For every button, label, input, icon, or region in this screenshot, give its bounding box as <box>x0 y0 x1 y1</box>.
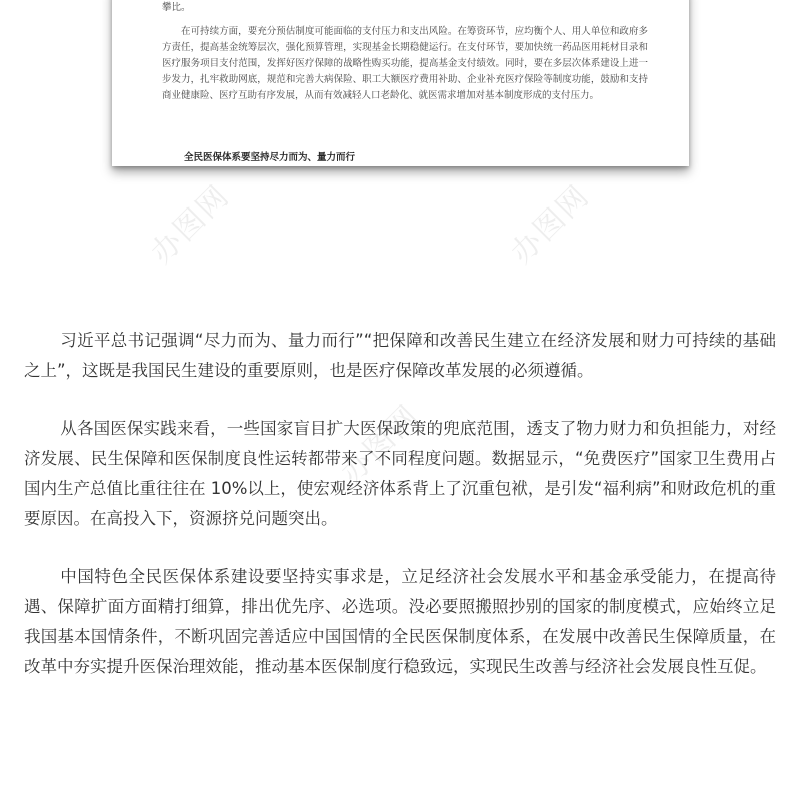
document-card <box>112 0 689 166</box>
article-paragraph-3: 中国特色全民医保体系建设要坚持实事求是，立足经济社会发展水平和基金承受能力，在提高待遇、保障扩面方面精打细算，排出优先序、必选项。没必要照搬照抄别的国家的制度模式，应始终立足我国基本国情条件，不断巩固完善适应中国国情的全民医保制度体系，在发展中改善民生保障质量，在改革中夯实提升医保治理效能，推动基本医保制度行稳致远，实现民生改善与经济社会发展良性互促。 <box>24 567 776 676</box>
watermark-right: 办图网 <box>504 178 597 271</box>
watermark-left: 办图网 <box>144 178 237 271</box>
watermark-center: 办图网 <box>334 398 427 491</box>
article-body <box>24 326 776 710</box>
article-paragraph-1: 习近平总书记强调“尽力而为、量力而行”“把保障和改善民生建立在经济发展和财力可持续的基础之上”，这既是我国民生建设的重要原则，也是医疗保障改革发展的必须遵循。 <box>24 331 776 380</box>
article-paragraph-2: 从各国医保实践来看，一些国家盲目扩大医保政策的兜底范围，透支了物力财力和负担能力，对经济发展、民生保障和医保制度良性运转都带来了不同程度问题。数据显示，“免费医疗”国家卫生费用占国内生产总值比重往往在 10%以上，使宏观经济体系背上了沉重包袱，是引发“福利病”和财政危机的重要原因。在高投入下，资源挤兑问题突出。 <box>24 419 777 528</box>
doc-top-fragment: 攀比。 <box>162 2 191 13</box>
doc-paragraph: 在可持续方面，要充分预估制度可能面临的支付压力和支出风险。在筹资环节，应均衡个人、用人单位和政府多方责任，提高基金统筹层次，强化预算管理，实现基金长期稳健运行。在支付环节，要加快统一药品医用耗材目录和医疗服务项目支付范围，发挥好医疗保障的战略性购买功能，提高基金支付绩效。同时，要在多层次体系建设上进一步发力，扎牢救助网底，规范和完善大病保险、职工大额医疗费用补助、企业补充医疗保险等制度功能，鼓励和支持商业健康险、医疗互助有序发展，从而有效减轻人口老龄化、就医需求增加对基本制度形成的支付压力。 <box>162 26 648 101</box>
doc-section-heading: 全民医保体系要坚持尽力而为、量力而行 <box>184 152 356 163</box>
